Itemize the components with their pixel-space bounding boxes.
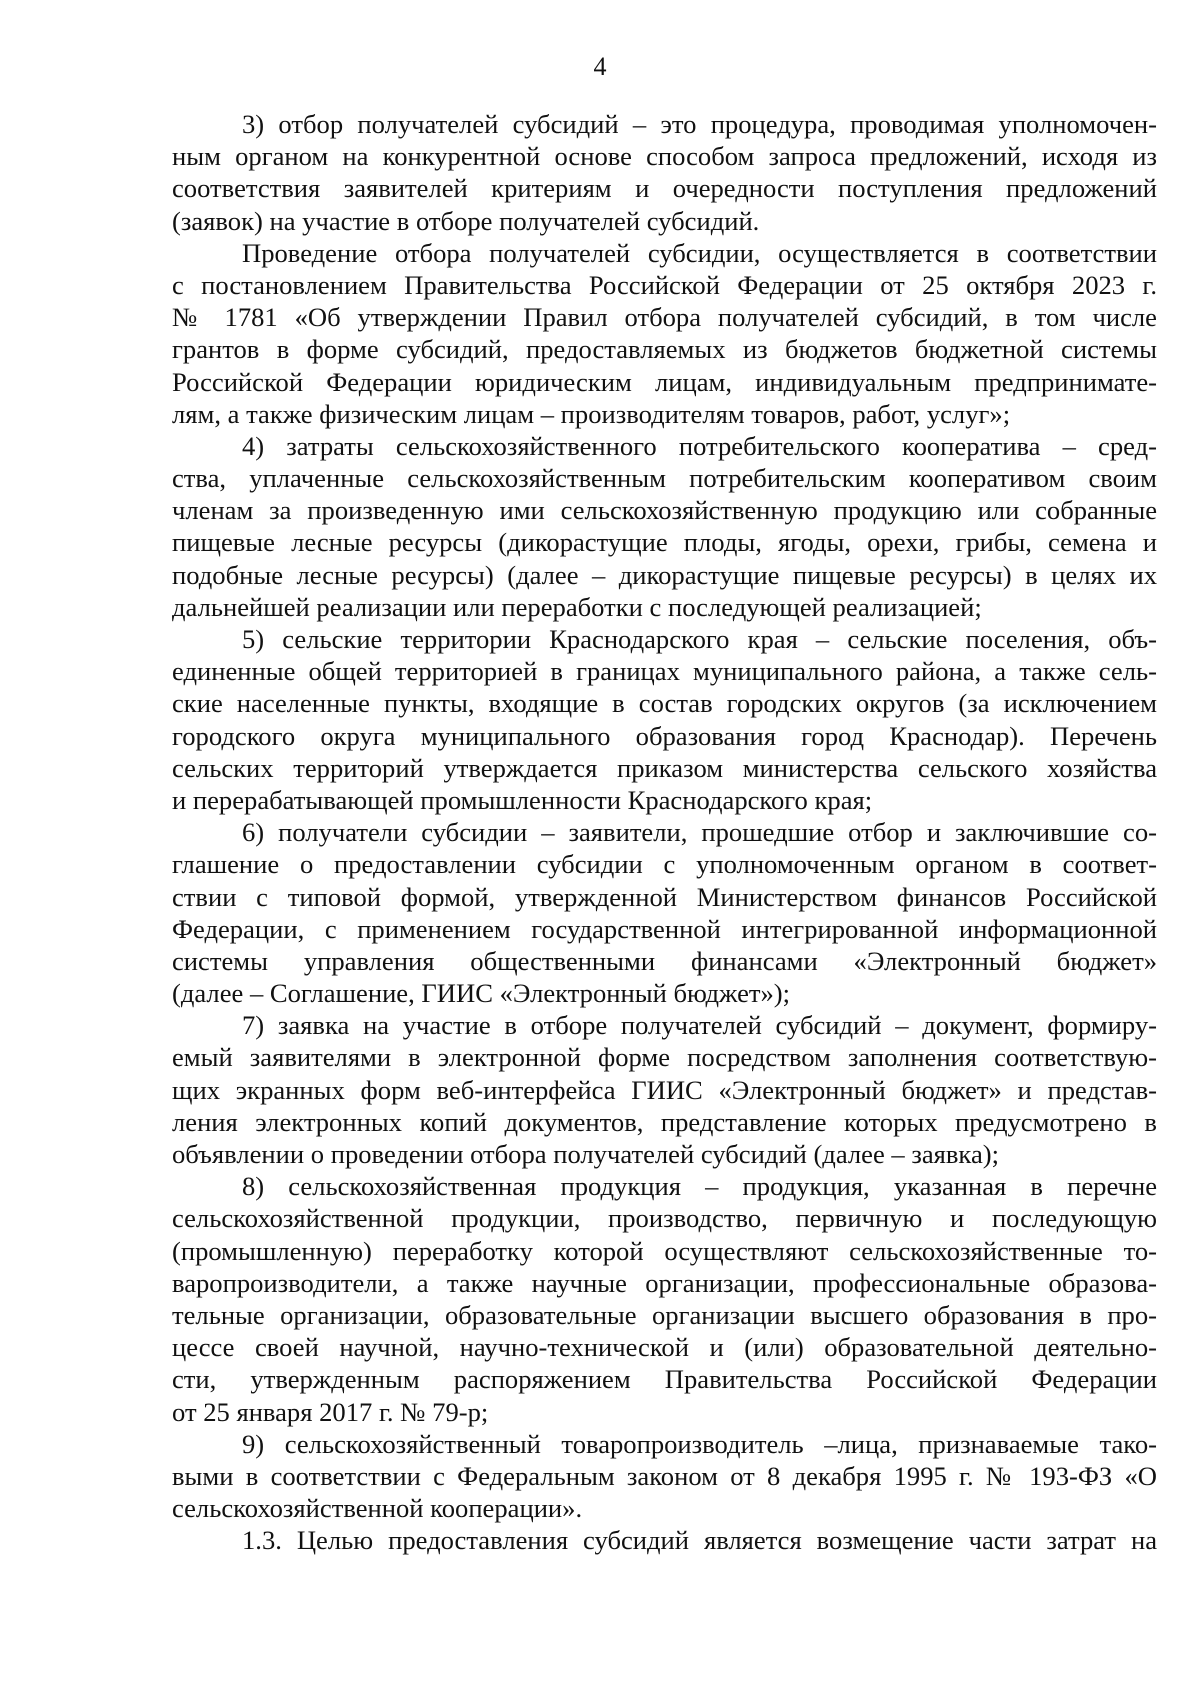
text-line: цессе своей научной, научно-технической и (или) образовательной деятельно- xyxy=(172,1332,1157,1363)
text-line: № 1781 «Об утверждении Правил отбора получателей субсидий, в том числе xyxy=(172,302,1157,333)
text-line: пищевые лесные ресурсы (дикорастущие плоды, ягоды, орехи, грибы, семена и xyxy=(172,527,1157,558)
text-line: 3) отбор получателей субсидий – это процедура, проводимая уполномочен- xyxy=(242,109,1157,139)
text-line: системы управления общественными финансами «Электронный бюджет» xyxy=(172,945,1157,976)
text-line: Российской Федерации юридическим лицам, индивидуальным предпринимате- xyxy=(172,366,1157,397)
text-line: подобные лесные ресурсы) (далее – дикорастущие пищевые ресурсы) в целях их xyxy=(172,559,1157,590)
text-line: сельскохозяйственной продукции, производство, первичную и последующую xyxy=(172,1203,1157,1234)
text-line: (далее – Соглашение, ГИИС «Электронный бюджет»); xyxy=(172,978,791,1009)
text-line: сельских территорий утверждается приказом министерства сельского хозяйства xyxy=(172,752,1157,783)
text-line: 4) затраты сельскохозяйственного потребительского кооператива – сред- xyxy=(242,430,1157,461)
text-line: лям, а также физическим лицам – производителям товаров, работ, услуг»; xyxy=(172,398,1011,429)
text-line: ства, уплаченные сельскохозяйственным потребительским кооперативом своим xyxy=(172,463,1157,494)
text-line: ления электронных копий документов, представление которых предусмотрено в xyxy=(172,1106,1157,1137)
text-line: 8) сельскохозяйственная продукция – продукция, указанная в перечне xyxy=(242,1171,1157,1202)
text-line: сти, утвержденным распоряжением Правительства Российской Федерации xyxy=(172,1364,1157,1395)
text-line: ские населенные пункты, входящие в состав городских округов (за исключением xyxy=(172,688,1157,719)
text-line: единенные общей территорией в границах муниципального района, а также сель- xyxy=(172,656,1157,687)
text-line: ствии с типовой формой, утвержденной Министерством финансов Российской xyxy=(172,881,1157,912)
text-line: дальнейшей реализации или переработки с последующей реализацией; xyxy=(172,591,982,622)
text-line: сельскохозяйственной кооперации». xyxy=(172,1493,583,1524)
text-line: щих экранных форм веб-интерфейса ГИИС «Электронный бюджет» и представ- xyxy=(172,1074,1157,1105)
text-line: тельные организации, образовательные организации высшего образования в про- xyxy=(172,1299,1157,1330)
text-line: выми в соответствии с Федеральным законом от 8 декабря 1995 г. № 193-ФЗ «О xyxy=(172,1460,1157,1491)
text-line: 7) заявка на участие в отборе получателей субсидий – документ, формиру- xyxy=(242,1010,1157,1041)
text-line: Федерации, с применением государственной интегрированной информационной xyxy=(172,913,1157,944)
page-number: 4 xyxy=(593,52,607,81)
text-line: соответствия заявителей критериям и очередности поступления предложений xyxy=(172,173,1157,204)
text-line: (промышленную) переработку которой осуществляют сельскохозяйственные то- xyxy=(172,1235,1157,1266)
text-line: городского округа муниципального образования город Краснодар). Перечень xyxy=(172,720,1157,751)
text-line: объявлении о проведении отбора получателей субсидий (далее – заявка); xyxy=(172,1139,1000,1169)
document-body xyxy=(172,108,1157,1556)
text-line: от 25 января 2017 г. № 79-р; xyxy=(172,1396,489,1427)
text-line: 5) сельские территории Краснодарского края – сельские поселения, объ- xyxy=(242,624,1157,654)
text-line: и перерабатывающей промышленности Краснодарского края; xyxy=(172,784,873,815)
text-line: емый заявителями в электронной форме посредством заполнения соответствую- xyxy=(172,1042,1157,1073)
text-line: 9) сельскохозяйственный товаропроизводитель –лица, признаваемые тако- xyxy=(242,1428,1157,1459)
text-line: грантов в форме субсидий, предоставляемых из бюджетов бюджетной системы xyxy=(172,334,1157,365)
text-line: варопроизводители, а также научные организации, профессиональные образова- xyxy=(172,1267,1157,1298)
text-line: с постановлением Правительства Российской Федерации от 25 октября 2023 г. xyxy=(172,269,1157,300)
text-line: глашение о предоставлении субсидии с уполномоченным органом в соответ- xyxy=(172,849,1157,880)
text-line: (заявок) на участие в отборе получателей субсидий. xyxy=(172,205,760,236)
text-line: 6) получатели субсидии – заявители, прошедшие отбор и заключившие со- xyxy=(242,817,1157,848)
text-line: 1.3. Целью предоставления субсидий является возмещение части затрат на xyxy=(242,1525,1157,1556)
text-line: Проведение отбора получателей субсидии, осуществляется в соответствии xyxy=(242,237,1157,268)
text-line: ным органом на конкурентной основе способом запроса предложений, исходя из xyxy=(172,141,1157,172)
text-line: членам за произведенную ими сельскохозяйственную продукцию или собранные xyxy=(172,495,1157,526)
